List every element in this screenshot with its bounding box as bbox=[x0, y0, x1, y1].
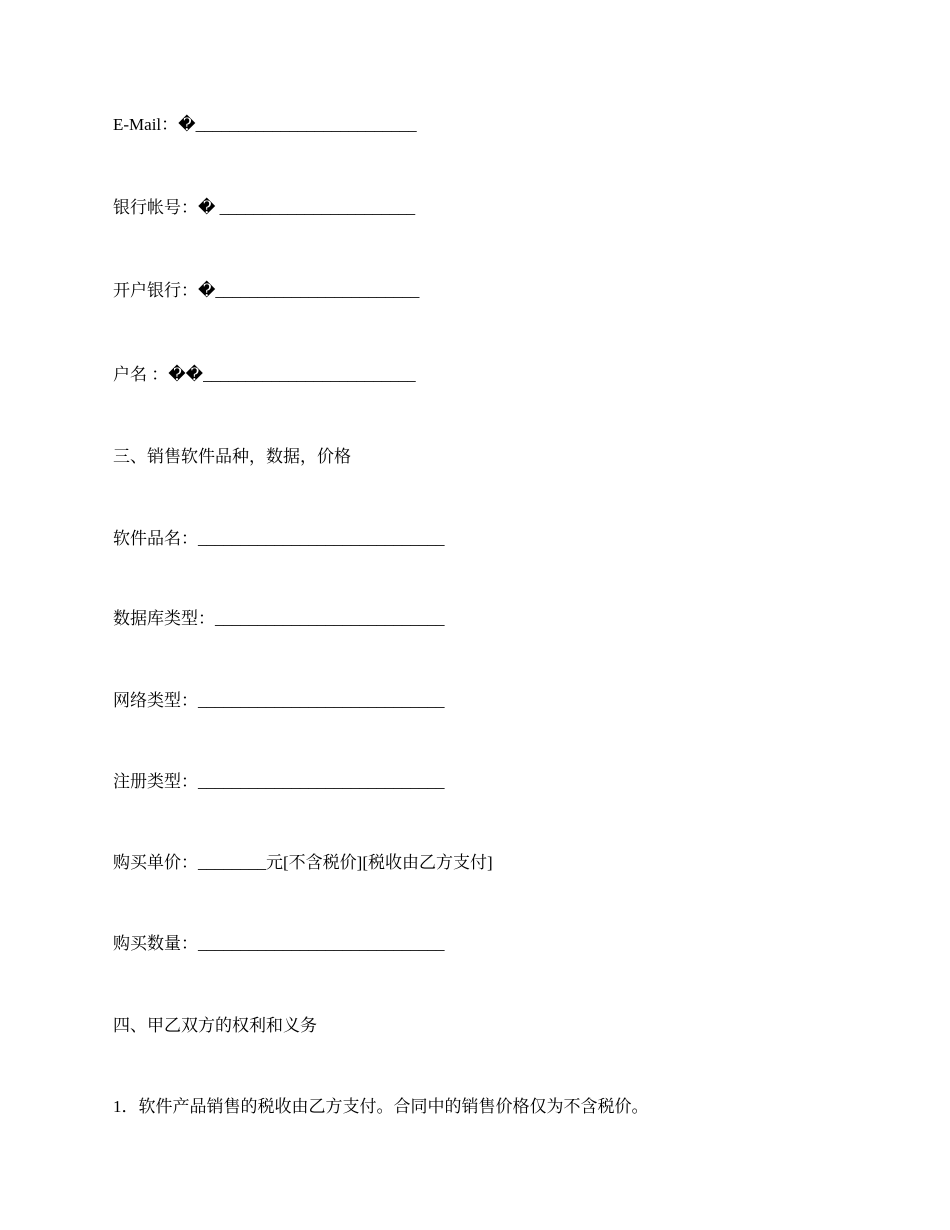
software-name-field-line: 软件品名：_____________________________ bbox=[113, 529, 445, 548]
quantity-field-line: 购买数量：_____________________________ bbox=[113, 934, 445, 953]
registration-type-field-line: 注册类型：_____________________________ bbox=[113, 772, 445, 791]
unit-price-field-line: 购买单价：________元[不含税价][税收由乙方支付] bbox=[113, 853, 493, 872]
email-field-line: E-Mail：�__________________________ bbox=[113, 115, 417, 134]
clause-1-paragraph: 1．软件产品销售的税收由乙方支付。合同中的销售价格仅为不含税价。 bbox=[113, 1097, 649, 1116]
network-type-field-line: 网络类型：_____________________________ bbox=[113, 691, 445, 710]
database-type-field-line: 数据库类型：___________________________ bbox=[113, 609, 445, 628]
bank-account-field-line: 银行帐号：� _______________________ bbox=[113, 198, 416, 217]
bank-name-field-line: 开户银行：�________________________ bbox=[113, 281, 420, 300]
account-holder-field-line: 户名 ：��_________________________ bbox=[113, 365, 416, 384]
section-heading-3: 三、销售软件品种，数据，价格 bbox=[113, 447, 351, 466]
section-heading-4: 四、甲乙双方的权利和义务 bbox=[113, 1016, 317, 1035]
